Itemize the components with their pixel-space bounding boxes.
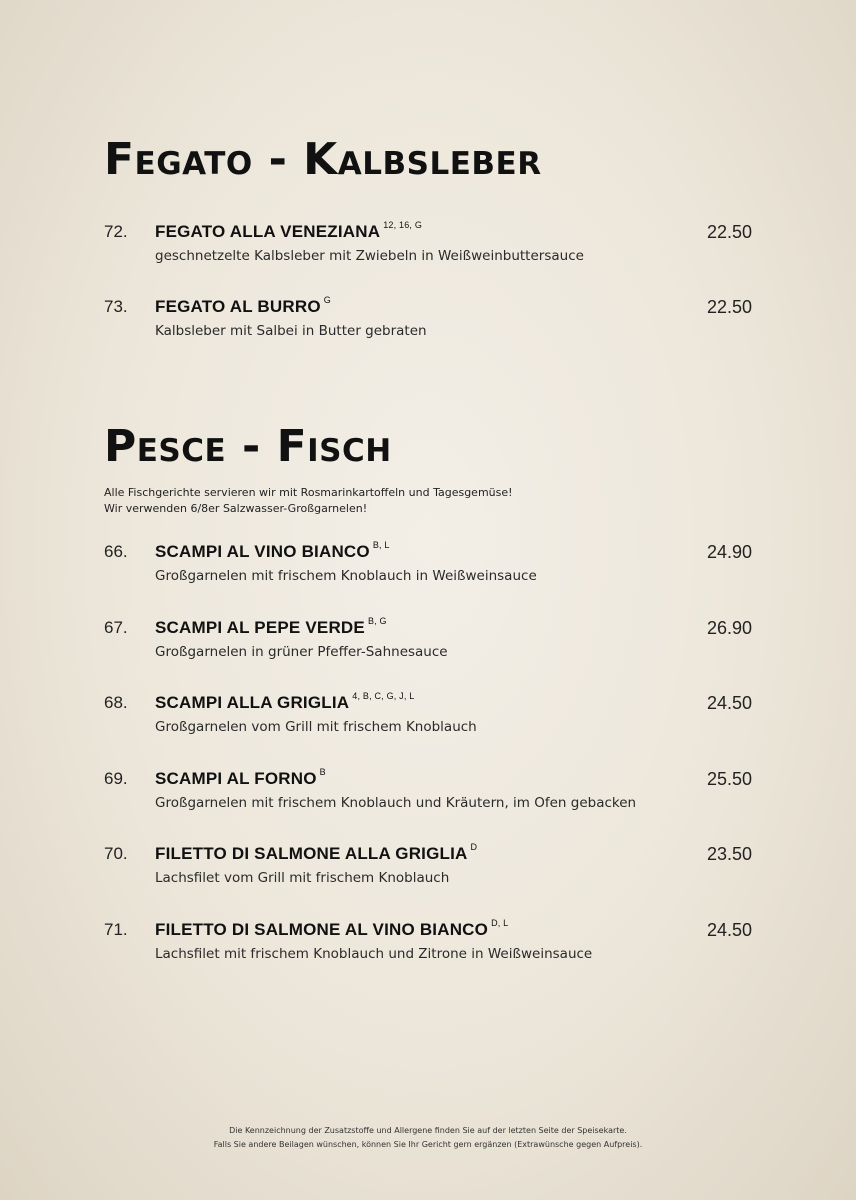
item-name [155,222,422,242]
item-number: 72. [104,222,128,241]
item-price: 24.50 [706,920,752,940]
item-number: 71. [104,920,128,939]
section-title-fegato: Fegato - Kalbsleber [104,134,542,185]
allergen-codes: 12, 16, G [383,220,423,231]
footer-line: Die Kennzeichnung der Zusatzstoffe und Allergene finden Sie auf der letzten Seite der Speisekarte. [229,1126,627,1135]
menu-item-66 [104,542,752,598]
item-description: Kalbsleber mit Salbei in Butter gebraten [155,323,427,339]
item-number: 69. [104,769,128,788]
item-name [155,618,387,638]
item-name [155,769,326,789]
allergen-codes: B, G [367,616,387,627]
item-name [155,844,477,864]
menu-item-68 [104,693,752,749]
allergen-codes: D, L [491,918,509,929]
item-name-text: SCAMPI ALLA GRIGLIA [155,693,350,712]
item-name [155,542,390,562]
menu-item-73 [104,297,752,353]
item-price: 26.90 [706,618,752,638]
item-price: 25.50 [706,769,752,789]
item-name-text: FEGATO AL BURRO [155,297,321,316]
menu-item-69 [104,769,752,825]
menu-item-71 [104,920,752,976]
item-description: Großgarnelen in grüner Pfeffer-Sahnesauce [155,644,448,660]
item-description: Lachsfilet mit frischem Knoblauch und Zitrone in Weißweinsauce [155,946,593,962]
footer-note [0,1124,856,1152]
item-number: 70. [104,844,128,863]
allergen-codes: D [470,842,478,853]
allergen-codes: B, L [372,540,390,551]
item-description: Großgarnelen mit frischem Knoblauch und Kräutern, im Ofen gebacken [155,795,637,811]
item-name-text: FEGATO ALLA VENEZIANA [155,222,381,241]
item-number: 67. [104,618,128,637]
item-price: 24.90 [706,542,752,562]
menu-item-72 [104,222,752,278]
item-number: 73. [104,297,128,316]
section-title-pesce: Pesce - Fisch [104,421,392,472]
item-description: geschnetzelte Kalbsleber mit Zwiebeln in Weißweinbuttersauce [155,248,584,264]
item-name [155,297,331,317]
item-name-text: FILETTO DI SALMONE AL VINO BIANCO [155,920,489,939]
item-description: Großgarnelen vom Grill mit frischem Knoblauch [155,719,477,735]
section-note [104,485,513,517]
item-description: Lachsfilet vom Grill mit frischem Knoblauch [155,870,450,886]
allergen-codes: G [323,295,331,306]
item-name-text: SCAMPI AL VINO BIANCO [155,542,370,561]
note-line: Wir verwenden 6/8er Salzwasser-Großgarnelen! [104,502,368,515]
item-name-text: SCAMPI AL FORNO [155,769,317,788]
allergen-codes: B [319,767,326,778]
allergen-codes: 4, B, C, G, J, L [352,691,415,702]
item-price: 23.50 [706,844,752,864]
item-price: 22.50 [706,222,752,242]
item-number: 68. [104,693,128,712]
item-name [155,920,508,940]
menu-item-67 [104,618,752,674]
item-description: Großgarnelen mit frischem Knoblauch in Weißweinsauce [155,568,537,584]
item-name-text: SCAMPI AL PEPE VERDE [155,618,365,637]
footer-line: Falls Sie andere Beilagen wünschen, können Sie Ihr Gericht gern ergänzen (Extrawünsche gegen Aufpreis). [213,1140,643,1149]
item-number: 66. [104,542,128,561]
item-name [155,693,414,713]
item-price: 24.50 [706,693,752,713]
note-line: Alle Fischgerichte servieren wir mit Rosmarinkartoffeln und Tagesgemüse! [104,486,513,499]
item-price: 22.50 [706,297,752,317]
item-name-text: FILETTO DI SALMONE ALLA GRIGLIA [155,844,468,863]
menu-item-70 [104,844,752,900]
